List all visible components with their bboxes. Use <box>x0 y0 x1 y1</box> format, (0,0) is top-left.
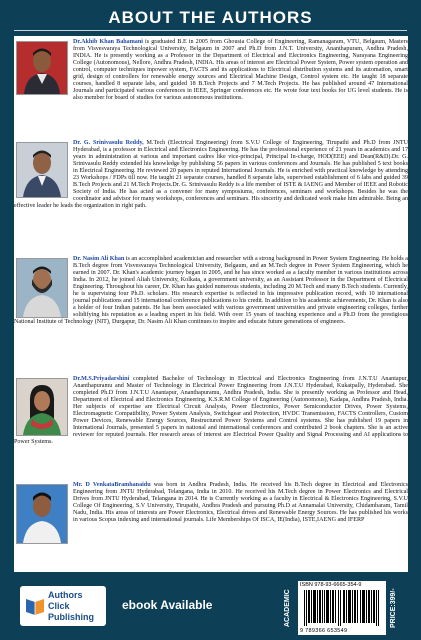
author-photo-2 <box>16 142 68 198</box>
isbn-label: ISBN 978-93-6665-354-9 <box>300 582 362 588</box>
author-name-4: Dr.M.S.Priyadarshini <box>73 376 130 382</box>
author-bio-1 <box>14 39 408 102</box>
publisher-logo-icon <box>24 595 46 617</box>
author-name-5: Mr. D VenkataBramhanaidu <box>73 482 151 488</box>
category-label: ACADEMIC <box>284 589 291 627</box>
author-bio-4 <box>14 376 408 446</box>
ebook-label: ebook Available <box>122 598 213 612</box>
author-bio-5 <box>14 482 408 545</box>
publisher-line-2: Publishing <box>48 612 94 622</box>
barcode-block <box>298 581 386 635</box>
author-name-3: Dr. Nasim Ali Khan <box>73 256 125 262</box>
barcode-graphic <box>304 590 380 626</box>
publisher-name <box>48 590 106 623</box>
author-name-1: Dr.Akhib Khan Bahamani <box>73 39 143 45</box>
author-name-2: Dr. G. Srinivasulu Reddy, <box>73 140 144 146</box>
author-bio-2 <box>14 140 408 210</box>
publisher-logo <box>20 586 106 626</box>
price-label: PRICE:399/- <box>390 588 397 628</box>
page-title: ABOUT THE AUTHORS <box>108 8 313 27</box>
barcode-number: 9 789366 653549 <box>300 628 348 634</box>
author-bio-3 <box>14 256 408 326</box>
author-photo-3 <box>16 258 68 318</box>
author-text-5: was born in Andhra Pradesh, India. He received his B.Tech degree in Electrical and Electronics Engineering from JNTU Hyderabad, Telangana, India in 2010. He received his M.Tech degree in Power Electronics and Electrical Drives from JNTU Hyderabad, Telangana in 2014. He is Currently working as a faculty in Electrical & Electronics Engineering, S.V.U College Of Engineering, S.V University, Tirupathi, Andhra Pradesh and pursuing Ph.D at Annamalai University, Chidambaram, Tamil Nadu, India. His areas of interests are Power Electronics, Electrical drives and Renewable Energy Sources. He has published his works in various Scopus indexing and international journals. Life Memberships Of ISCA, IE(India), ISTE,IAENG and IFERP <box>73 482 408 524</box>
author-text-3: is an accomplished academician and researcher with a strong background in Power System Engineering. He holds a B.Tech degree from Visvesvaraya Technological University, Belgaum, and an M.Tech degree in Power System Engineering, which he earned in 2007. Dr. Khan's academic journey began in 2005, and he has since worked as a faculty member in various institutions across India. In 2012, he joined Aliah University, Kolkata, a government university, as an Assistant Professor in the Department of Electrical Engineering. Throughout his career, Dr. Khan has guided numerous students, including 20 M.Tech and many B.Tech students. Currently, he is supervising four Ph.D. scholars. His research expertise is reflected in his impressive publication record, with 10 international journal publications and 15 international conference publications to his credit. In addition to his academic achievements, Dr. Khan is also a holder of four Indian patents. He has been associated with various government universities and private engineering colleges, further solidifying his reputation as a leading expert in his field. With over 15 years of teaching experience and a Ph.D from the prestigious National Institute of Technology (NIT), Durgapur, Dr. Nasim Ali Khan continues to inspire and educate future generations of engineers. <box>14 256 408 326</box>
title-divider <box>14 30 407 31</box>
author-text-1: is graduated B.E in 2005 from Ghousia College of Engineering, Ramanagaram, VTU, Belgaum, Masters from Visvesvaraya Technological University, Belgaum in 2007 and Ph.D from J.N.T. University, Ananthapuram, Andhra Pradesh, INDIA. He is presently working as a Professor in the Department of Electrical and Electronics Engineering, Narayana Engineering College (Autonomous), Nellore, Andhra Pradesh, INDIA. His areas of interest are Electrical Power System, Power system operation and control, computer techniques inpower system, FACTS and its applications to Electrical distribution systems and its automation, smart grid, design of controllers for renewable energy sources and Electrical Machine Design, Control system etc. He taught 18 separate courses, handled 8 separate labs, and guided 18 B.Tech Projects and 7 M.Tech Projects. He has published around 47 International Journals and participated various conferences in IEEE, Springer conferences etc. He wrote four text books for UG level students. He is also member for board of studies for various autonomous institutions. <box>73 39 408 102</box>
author-text-2: M.Tech (Electrical Engineering) from S.V.U College of Engineering, Tirupathi and Ph.D from JNTU Hyderabad, is a professor in Electrical and Electronics Engineering. He has the professional experience of 21 years in academics and 17 years in administration at various and important cadres like vice-principal, Principal In-charge, HOD(EEE) and Dean(R&D).Dr. G. Srinivasulu Reddy extended his knowledge by publishing 56 papers in various conferences and Journals. He has published 5 text books in Electrical Engineering. He reviewed 20 papers in reputed International Journals. He is enriched with practical knowledge by attending 23 Workshops / FDPs till now. He taught 21 separate courses, handled 8 separate labs, supervised establishment of 6 labs and guided 39 B.Tech Projects and 21 M.Tech Projects.Dr. G. Srinivasulu Reddy is a life member of ISTE & IAENG and Member of IEEE and Robotic Society of India. He has acted as a convener for many symposiums, conferences, seminars and workshops. Besides he was the coordinator and advisor for many workshops, conferences and seminars. His sincerity and dedicated work make him admirable. Being an effective leader he leads the organization in right path. <box>14 140 408 210</box>
authors-panel <box>14 36 408 572</box>
author-photo-5 <box>16 484 68 544</box>
author-photo-4 <box>16 378 68 436</box>
author-photo-1 <box>16 41 68 95</box>
author-text-4: completed Bachelor of Technology in Electrical and Electronics Engineering from J.N.T.U Anantapur, Ananthapuramu and Master of Technology in Electrical Power Engineering from J.N.T.U Hyderabad, Kukatpally, Hyderabad. She completed Ph.D from J.N.T.U Anantapur, Ananthapuramu, Andhra Pradesh, India. She is presently working as Professor and Head, Department of Electrical and Electronics Engineering, K.S.R.M College of Engineering (Autonomous), Kadapa, Andhra Pradesh, India. Her subjects of expertise are Electrical Circuit Analysis, Power Electronics, Power Semiconductor Drives, Power Systems, Electromagnetic Compatibility, Power System Analysis, Switchgear and Protection, HVDC Transmission, FACTS Controllers, Custom Power Devices, Renewable Energy Sources, Restructured Power Systems and Control systems. She has published 19 papers in International Journals, presented 5 papers in national and international conferences and contributed 2 book chapters. She is an active reviewer for reputed journals. Her research areas of interest are Electrical Power Quality and Signal Processing and AI applications to Power Systems. <box>14 376 408 446</box>
publisher-line-1: Authors Click <box>48 590 83 611</box>
